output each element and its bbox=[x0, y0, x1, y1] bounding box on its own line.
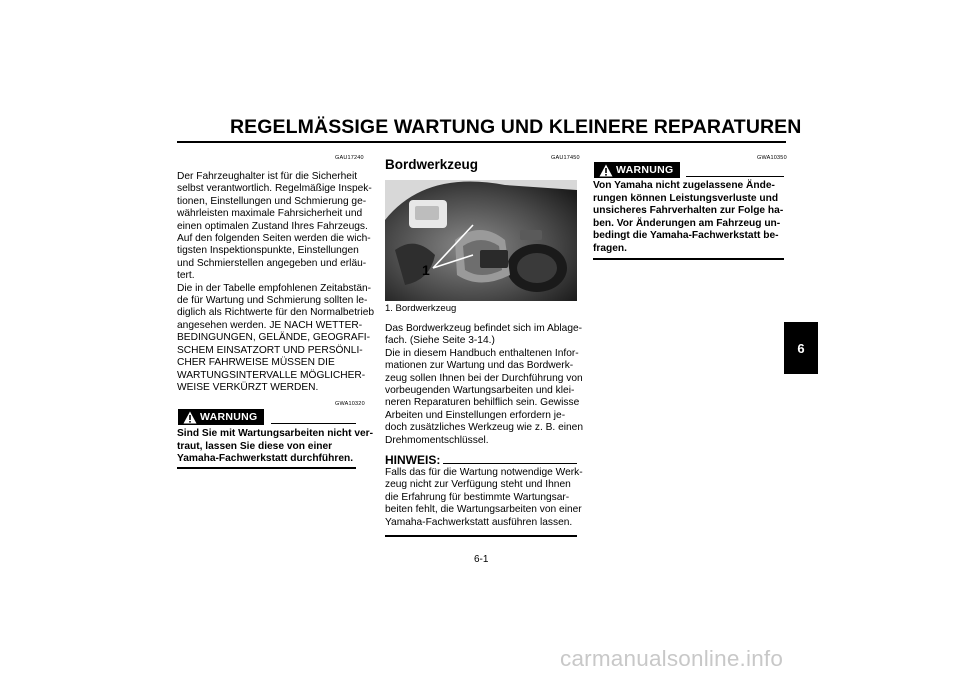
page-title: REGELMÄSSIGE WARTUNG UND KLEINERE REPARATUREN bbox=[230, 116, 802, 138]
text-line: unsicheres Fahrverhalten zur Folge ha- bbox=[593, 205, 784, 217]
text-line: bedingt die Yamaha-Fachwerkstatt be- bbox=[593, 230, 779, 242]
text-line: zeug sollen Ihnen bei der Durchführung von bbox=[385, 372, 583, 384]
warning-rule bbox=[686, 176, 784, 177]
text-line: und Schmierstellen angegeben und erläu- bbox=[177, 257, 367, 269]
text-line: Falls das für die Wartung notwendige Werk- bbox=[385, 467, 583, 478]
warning-end-rule bbox=[177, 467, 356, 469]
text-line: WARTUNGSINTERVALLE MÖGLICHER- bbox=[177, 369, 366, 381]
text-line: einen optimalen Zustand Ihres Fahrzeugs. bbox=[177, 220, 368, 232]
text-line: tert. bbox=[177, 270, 195, 282]
warning-label: WARNUNG bbox=[616, 164, 674, 176]
section-code: GAU17450 bbox=[551, 155, 580, 161]
text-line: tigsten Inspektionspunkte, Einstellungen bbox=[177, 245, 359, 257]
warning-text bbox=[177, 428, 373, 466]
text-line: zeug nicht zur Verfügung steht und Ihnen bbox=[385, 479, 571, 491]
warning-code: GWA10320 bbox=[335, 401, 365, 407]
chapter-tab: 6 bbox=[784, 322, 818, 374]
section-code: GAU17240 bbox=[335, 155, 364, 161]
warning-end-rule bbox=[593, 258, 784, 260]
photo-callout-number: 1 bbox=[422, 262, 430, 278]
text-line: Yamaha-Fachwerkstatt durchführen. bbox=[177, 453, 354, 465]
warning-triangle-icon bbox=[599, 164, 613, 177]
text-line: rungen können Leistungsverluste und bbox=[593, 192, 779, 204]
text-line: beiten fehlt, die Wartungsarbeiten von einer bbox=[385, 504, 582, 516]
text-line: Das Bordwerkzeug befindet sich im Ablage- bbox=[385, 323, 583, 334]
toolkit-photo-image bbox=[385, 180, 577, 301]
text-line: diglich als Richtwerte für den Normalbetrieb bbox=[177, 307, 375, 319]
text-line: WEISE VERKÜRZT WERDEN. bbox=[177, 381, 319, 393]
text-line: tionen, Einstellungen und Schmierung ge- bbox=[177, 195, 367, 207]
text-line: angesehen werden. JE NACH WETTER- bbox=[177, 319, 363, 331]
note-header bbox=[385, 453, 440, 467]
page-number: 6-1 bbox=[474, 554, 489, 565]
text-line: selbst verantwortlich. Regelmäßige Inspek- bbox=[177, 183, 372, 195]
text-line: doch zusätzliches Werkzeug wie z. B. einen bbox=[385, 422, 583, 434]
note-text bbox=[385, 467, 583, 529]
text-line: fragen. bbox=[593, 242, 627, 254]
text-line: traut, lassen Sie diese von einer bbox=[177, 440, 333, 452]
photo-caption: 1. Bordwerkzeug bbox=[385, 303, 457, 314]
text-line: die Erfahrung für bestimmte Wartungsar- bbox=[385, 491, 570, 503]
intro-text bbox=[177, 171, 374, 394]
warning-header bbox=[178, 409, 356, 425]
warning-triangle-icon bbox=[183, 411, 197, 424]
warning-header bbox=[594, 162, 784, 178]
toolkit-photo bbox=[385, 180, 577, 301]
warning-rule bbox=[271, 423, 356, 424]
text-line: BEDINGUNGEN, GELÄNDE, GEOGRAFI- bbox=[177, 332, 371, 344]
text-line: Auf den folgenden Seiten werden die wich- bbox=[177, 233, 371, 245]
section-title: Bordwerkzeug bbox=[385, 157, 479, 172]
toolkit-text bbox=[385, 323, 583, 447]
text-line: CHER FAHRWEISE MÜSSEN DIE bbox=[177, 357, 335, 369]
text-line: Die in der Tabelle empfohlenen Zeitabstän- bbox=[177, 282, 372, 294]
text-line: fach. (Siehe Seite 3-14.) bbox=[385, 335, 495, 347]
text-line: mationen zur Wartung und das Bordwerk- bbox=[385, 360, 574, 372]
text-line: Drehmomentschlüssel. bbox=[385, 434, 489, 446]
text-line: Von Yamaha nicht zugelassene Ände- bbox=[593, 180, 775, 191]
note-rule bbox=[443, 463, 577, 464]
text-line: de für Wartung und Schmierung sollten le- bbox=[177, 295, 368, 307]
text-line: Der Fahrzeughalter ist für die Sicherheit bbox=[177, 171, 358, 182]
watermark: carmanualsonline.info bbox=[560, 646, 784, 671]
warning-text bbox=[593, 180, 783, 256]
warning-code: GWA10350 bbox=[757, 155, 787, 161]
note-label: HINWEIS: bbox=[385, 453, 441, 467]
text-line: Yamaha-Fachwerkstatt ausführen lassen. bbox=[385, 516, 573, 528]
text-line: ben. Vor Änderungen am Fahrzeug un- bbox=[593, 217, 781, 229]
text-line: währleisten maximale Fahrsicherheit und bbox=[177, 208, 363, 220]
text-line: Sind Sie mit Wartungsarbeiten nicht ver- bbox=[177, 428, 374, 439]
text-line: Arbeiten und Einstellungen erfordern je- bbox=[385, 409, 566, 421]
text-line: Die in diesem Handbuch enthaltenen Infor- bbox=[385, 347, 579, 359]
note-end-rule bbox=[385, 535, 577, 537]
title-rule bbox=[177, 141, 786, 143]
warning-badge bbox=[178, 409, 264, 425]
text-line: neren Reparaturen behilflich sein. Gewisse bbox=[385, 397, 580, 409]
text-line: vorbeugenden Wartungsarbeiten und klei- bbox=[385, 385, 575, 397]
text-line: SCHEM EINSATZORT UND PERSÖNLI- bbox=[177, 344, 363, 356]
warning-label: WARNUNG bbox=[200, 411, 258, 423]
warning-badge bbox=[594, 162, 680, 178]
